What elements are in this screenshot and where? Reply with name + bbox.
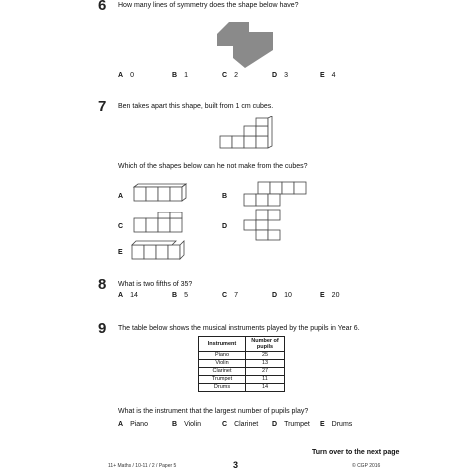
question-6-text: How many lines of symmetry does the shape below have? (118, 2, 299, 9)
shape-label-e[interactable]: E (118, 249, 123, 256)
question-7-subtext: Which of the shapes below can he not make from the cubes? (118, 163, 308, 170)
cube-shape-b[interactable] (240, 178, 310, 210)
table-cell-count: 11 (246, 376, 285, 384)
q9-option-a[interactable]: A Piano (118, 421, 148, 428)
q6-option-a[interactable]: A 0 (118, 72, 134, 79)
shape-label-c[interactable]: C (118, 223, 124, 230)
q9-option-c[interactable]: C Clarinet (222, 421, 259, 428)
table-cell-instrument: Drums (199, 384, 246, 392)
q9-option-b[interactable]: B Violin (172, 421, 202, 428)
q9-option-e[interactable]: E Drums (320, 421, 353, 428)
instrument-table-wrap (198, 336, 285, 392)
q9-option-d[interactable]: D Trumpet (272, 421, 310, 428)
shape-label-a[interactable]: A (118, 193, 124, 200)
question-6-number: 6 (98, 0, 107, 14)
question-7-text: Ben takes apart this shape, built from 1 cm cubes. (118, 103, 274, 110)
cube-shape-a[interactable] (130, 183, 188, 205)
table-cell-instrument: Clarinet (199, 368, 246, 376)
table-row (199, 368, 285, 376)
footer-paper-info: 11+ Maths / 10-11 / 2 / Paper 5 (108, 463, 177, 469)
table-cell-instrument: Violin (199, 360, 246, 368)
table-cell-count: 14 (246, 384, 285, 392)
table-cell-instrument: Trumpet (199, 376, 246, 384)
q8-option-b[interactable]: B 5 (172, 292, 188, 299)
cube-shape-d[interactable] (240, 208, 284, 242)
table-row (199, 360, 285, 368)
symmetry-shape (215, 20, 277, 70)
q6-option-c[interactable]: C 2 (222, 72, 238, 79)
q6-option-b[interactable]: B 1 (172, 72, 188, 79)
table-header-row (199, 337, 285, 352)
table-cell-count: 27 (246, 368, 285, 376)
question-9-text: The table below shows the musical instruments played by the pupils in Year 6. (118, 325, 360, 332)
question-8-number: 8 (98, 276, 107, 293)
cube-shape-c[interactable] (130, 212, 190, 236)
page-number: 3 (233, 460, 239, 470)
q8-option-a[interactable]: A 14 (118, 292, 138, 299)
question-8-text: What is two fifths of 35? (118, 281, 193, 288)
table-cell-instrument: Piano (199, 352, 246, 360)
instrument-table (198, 336, 285, 392)
q8-option-c[interactable]: C 7 (222, 292, 238, 299)
q6-option-d[interactable]: D 3 (272, 72, 288, 79)
cube-stack-shape (218, 116, 274, 156)
footer-copyright: © CGP 2016 (352, 463, 381, 469)
table-cell-count: 25 (246, 352, 285, 360)
table-header-count: Number of pupils (246, 337, 285, 352)
shape-label-b[interactable]: B (222, 193, 228, 200)
question-7-number: 7 (98, 98, 107, 115)
question-9-number: 9 (98, 320, 107, 337)
table-row (199, 352, 285, 360)
shape-label-d[interactable]: D (222, 223, 228, 230)
question-9-subtext: What is the instrument that the largest number of pupils play? (118, 408, 309, 415)
table-row (199, 384, 285, 392)
table-row (199, 376, 285, 384)
q8-option-e[interactable]: E 20 (320, 292, 340, 299)
turn-over-text: Turn over to the next page (312, 449, 400, 456)
table-cell-count: 13 (246, 360, 285, 368)
cube-shape-e[interactable] (128, 239, 190, 263)
table-header-instrument: Instrument (199, 337, 246, 352)
q8-option-d[interactable]: D 10 (272, 292, 292, 299)
q6-option-e[interactable]: E 4 (320, 72, 336, 79)
